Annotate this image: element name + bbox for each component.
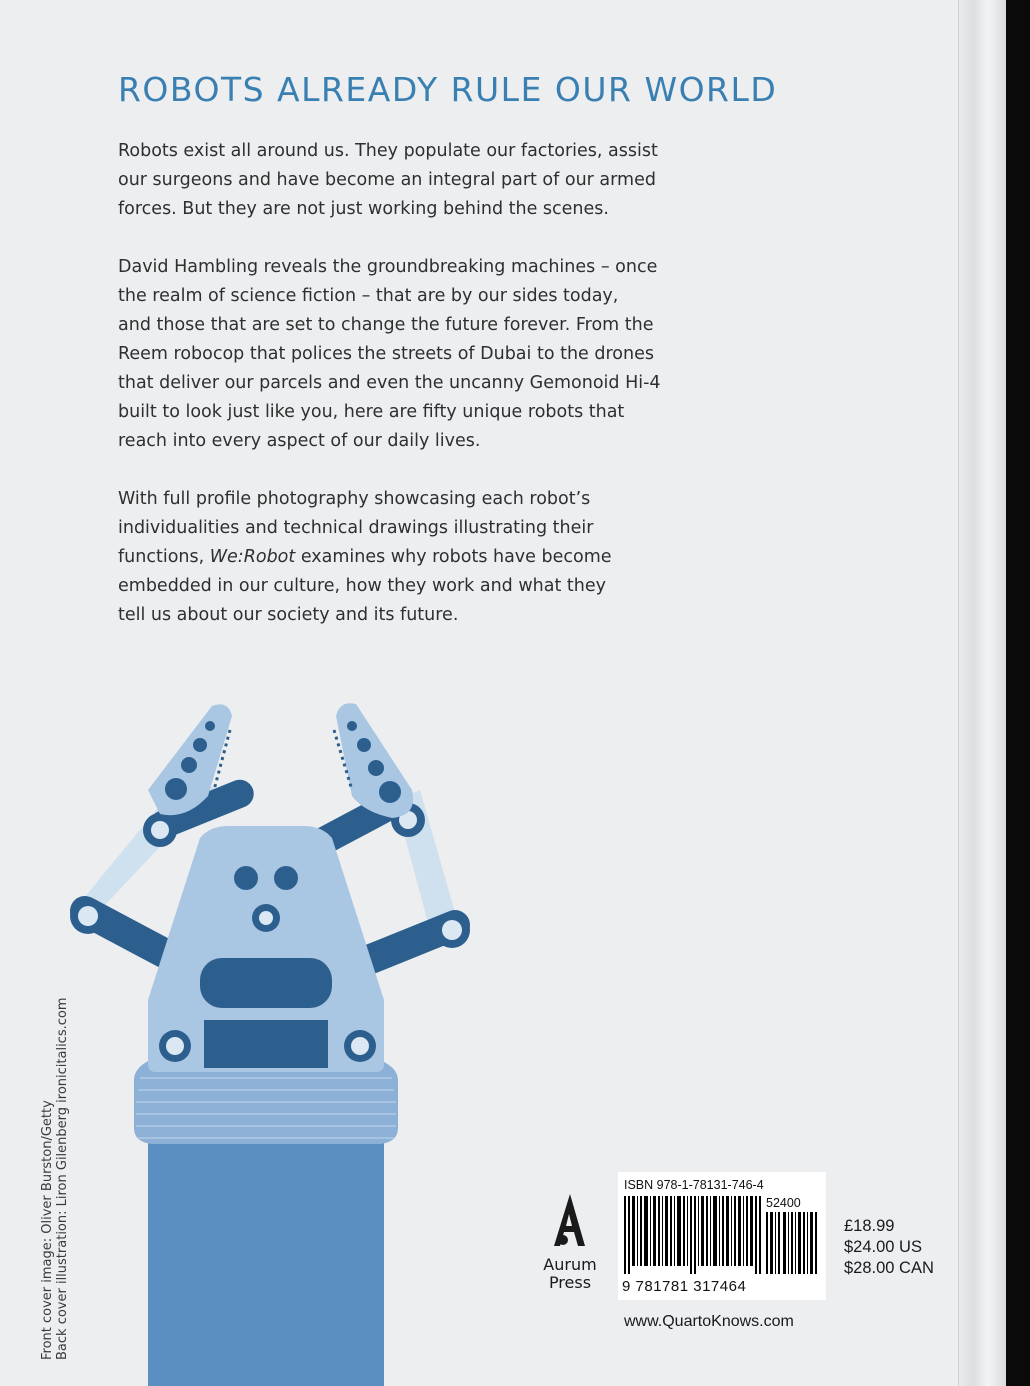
text-line: embedded in our culture, how they work and what they bbox=[118, 576, 606, 596]
robot-gripper-illustration bbox=[0, 680, 480, 1386]
publisher-name-line-2: Press bbox=[548, 1273, 592, 1292]
text-line: Reem robocop that polices the streets of Dubai to the drones bbox=[118, 344, 654, 364]
blurb-paragraph-1 bbox=[118, 137, 718, 224]
headline: ROBOTS ALREADY RULE OUR WORLD bbox=[118, 70, 778, 109]
price-usd: $24.00 US bbox=[844, 1238, 922, 1256]
robot-mouth-lower bbox=[204, 1020, 328, 1068]
robot-eye-left bbox=[234, 866, 258, 890]
image-credits bbox=[40, 998, 70, 1361]
website-url: www.QuartoKnows.com bbox=[624, 1313, 794, 1330]
text-line: and those that are set to change the future forever. From the bbox=[118, 315, 654, 335]
text-line: Robots exist all around us. They populate our factories, assist bbox=[118, 141, 658, 161]
barcode-number: 9 781781 317464 bbox=[622, 1278, 747, 1295]
text-line: built to look just like you, here are fifty unique robots that bbox=[118, 402, 625, 422]
price-gbp: £18.99 bbox=[844, 1217, 895, 1235]
front-cover-credit: Front cover image: Oliver Burston/Getty bbox=[40, 1100, 55, 1360]
addon-barcode bbox=[766, 1212, 820, 1274]
robot-mouth-upper bbox=[200, 958, 332, 1008]
text-fragment: examines why robots have become bbox=[295, 547, 612, 567]
text-line: the realm of science fiction – that are by our sides today, bbox=[118, 286, 619, 306]
book-edge bbox=[958, 0, 1006, 1386]
blurb-paragraph-2 bbox=[118, 253, 718, 456]
text-line: With full profile photography showcasing each robot’s bbox=[118, 489, 591, 509]
robot-eye-right bbox=[274, 866, 298, 890]
price-list bbox=[844, 1216, 934, 1279]
text-line bbox=[118, 543, 718, 572]
book-title: We:Robot bbox=[209, 547, 296, 567]
publisher-name-line-1: Aurum bbox=[543, 1255, 597, 1274]
text-line: tell us about our society and its future. bbox=[118, 605, 459, 625]
text-line: reach into every aspect of our daily lives. bbox=[118, 431, 481, 451]
barcode-addon-number: 52400 bbox=[766, 1196, 801, 1210]
text-line: forces. But they are not just working behind the scenes. bbox=[118, 199, 609, 219]
blurb-paragraph-3 bbox=[118, 485, 718, 630]
publisher-logo bbox=[534, 1192, 606, 1292]
back-cover-credit: Back cover illustration: Liron Gilenberg ironicitalics.com bbox=[55, 997, 70, 1360]
text-line: David Hambling reveals the groundbreaking machines – once bbox=[118, 257, 658, 277]
text-line: individualities and technical drawings illustrating their bbox=[118, 518, 594, 538]
text-line: that deliver our parcels and even the uncanny Gemonoid Hi-4 bbox=[118, 373, 661, 393]
price-cad: $28.00 CAN bbox=[844, 1259, 934, 1277]
ean-barcode bbox=[624, 1196, 764, 1274]
text-line: our surgeons and have become an integral part of our armed bbox=[118, 170, 656, 190]
text-fragment: functions, bbox=[118, 547, 210, 567]
barcode-label bbox=[618, 1172, 826, 1300]
aurum-a-logo-icon bbox=[550, 1192, 590, 1252]
isbn-text: ISBN 978-1-78131-746-4 bbox=[624, 1178, 764, 1192]
